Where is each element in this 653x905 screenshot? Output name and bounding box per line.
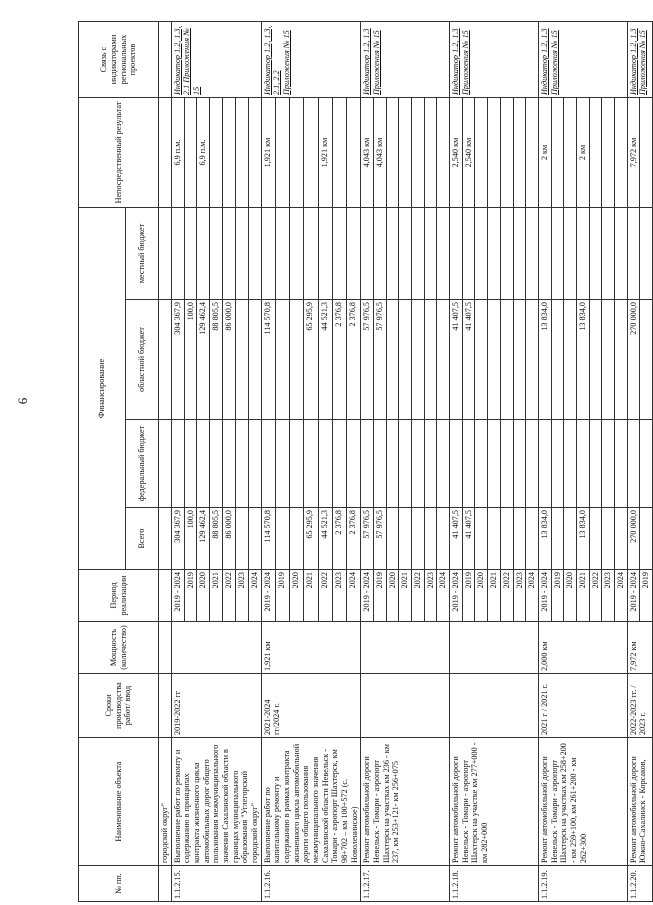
- regional-cell: 270 000,0: [627, 300, 640, 420]
- period-cell: 2019: [640, 570, 653, 622]
- header-terms: Сроки производства работ/ ввод: [79, 674, 159, 738]
- local-cell: [210, 208, 223, 300]
- total-cell: 114 570,8: [261, 508, 275, 570]
- page-number: 6: [15, 397, 30, 405]
- section-capacity: [171, 622, 261, 674]
- result-cell: [437, 98, 450, 208]
- regional-cell: [526, 300, 539, 420]
- federal-cell: [602, 420, 615, 508]
- local-cell: [347, 208, 361, 300]
- empty-cell: [159, 508, 172, 570]
- period-cell: 2020: [564, 570, 577, 622]
- result-cell: 1,921 км: [318, 98, 332, 208]
- regional-cell: [424, 300, 437, 420]
- result-cell: 4,043 км: [374, 98, 387, 208]
- header-direct-result: Непосредственный результат: [79, 98, 159, 208]
- local-cell: [437, 208, 450, 300]
- result-cell: 6,9 п.м.: [171, 98, 184, 208]
- period-cell: 2022: [500, 570, 513, 622]
- federal-cell: [589, 420, 602, 508]
- regional-cell: [275, 300, 289, 420]
- period-cell: 2019 - 2024: [450, 570, 463, 622]
- period-cell: 2020: [197, 570, 210, 622]
- period-cell: 2024: [614, 570, 627, 622]
- header-financing: Финансирование: [79, 208, 126, 570]
- federal-cell: [361, 420, 374, 508]
- header-link: Связь с индикаторами региональных проектов: [79, 22, 159, 98]
- result-cell: [500, 98, 513, 208]
- period-cell: 2021: [399, 570, 412, 622]
- regional-cell: [614, 300, 627, 420]
- table-row: [261, 22, 275, 902]
- table-row: [450, 22, 463, 902]
- section-num: 1.1.2.15.: [171, 866, 261, 902]
- result-cell: [386, 98, 399, 208]
- local-cell: [290, 208, 304, 300]
- section-capacity: [450, 622, 539, 674]
- total-cell: [475, 508, 488, 570]
- period-cell: 2024: [437, 570, 450, 622]
- total-cell: [589, 508, 602, 570]
- total-cell: [248, 508, 261, 570]
- total-cell: [602, 508, 615, 570]
- result-cell: [551, 98, 564, 208]
- local-cell: [526, 208, 539, 300]
- total-cell: [614, 508, 627, 570]
- local-cell: [318, 208, 332, 300]
- local-cell: [424, 208, 437, 300]
- federal-cell: [564, 420, 577, 508]
- regional-cell: [513, 300, 526, 420]
- regional-cell: 41 407,5: [462, 300, 475, 420]
- result-cell: [210, 98, 223, 208]
- regional-cell: [602, 300, 615, 420]
- total-cell: 13 834,0: [538, 508, 551, 570]
- period-cell: 2024: [248, 570, 261, 622]
- period-cell: 2022: [318, 570, 332, 622]
- header-total: Всего: [126, 508, 159, 570]
- period-cell: 2020: [290, 570, 304, 622]
- header-regional: областной бюджет: [126, 300, 159, 420]
- local-cell: [248, 208, 261, 300]
- section-terms: 2021-2024 гг/2024 г.: [261, 674, 361, 738]
- local-cell: [462, 208, 475, 300]
- regional-cell: [290, 300, 304, 420]
- total-cell: [564, 508, 577, 570]
- section-num: 1.1.2.16.: [261, 866, 361, 902]
- period-cell: 2022: [412, 570, 425, 622]
- section-capacity: 7,972 км: [627, 622, 652, 674]
- period-cell: 2023: [513, 570, 526, 622]
- empty-cell: [159, 674, 172, 738]
- result-cell: [184, 98, 197, 208]
- period-cell: 2022: [223, 570, 236, 622]
- section-name: Ремонт автомобильной дороги Невельск - Томари - аэропорт Шахтерск на участке км 277+000 - км 282+000: [450, 738, 539, 866]
- empty-cell: [159, 22, 172, 98]
- period-cell: 2024: [526, 570, 539, 622]
- section-name: Ремонт автомобильной дороги Невельск - Томари - аэропорт Шахтерск на участках км 236 - км 237, км 253+121- км 256+075: [361, 738, 450, 866]
- period-cell: 2019 - 2024: [261, 570, 275, 622]
- local-cell: [589, 208, 602, 300]
- federal-cell: [424, 420, 437, 508]
- section-num: [159, 866, 172, 902]
- table-row: [171, 22, 184, 902]
- regional-cell: 2 376,8: [347, 300, 361, 420]
- total-cell: 65 295,9: [304, 508, 318, 570]
- regional-cell: [640, 300, 653, 420]
- table-row: [538, 22, 551, 902]
- section-name: Ремонт автомобильной дороги Южно-Сахалинск - Корсаков,: [627, 738, 652, 866]
- federal-cell: [526, 420, 539, 508]
- local-cell: [412, 208, 425, 300]
- section-name: Выполнение работ по капитальному ремонту и содержанию в рамках контракта жизненного цикла автомобильной дороги общего пользования межмуниципального значения Сахалинской области Невельск - Томари - аэропорт Шахтерск, км 98+702 – км 100+572 (с. Новоленинское): [261, 738, 361, 866]
- local-cell: [399, 208, 412, 300]
- regional-cell: 57 976,5: [374, 300, 387, 420]
- total-cell: [526, 508, 539, 570]
- total-cell: 44 521,3: [318, 508, 332, 570]
- period-cell: 2019 - 2024: [627, 570, 640, 622]
- section-link: Индикатор 1.2, 1.3 Приложения № 15: [450, 22, 539, 98]
- regional-cell: [386, 300, 399, 420]
- period-cell: 2019: [184, 570, 197, 622]
- regional-cell: [564, 300, 577, 420]
- federal-cell: [275, 420, 289, 508]
- period-cell: 2021: [304, 570, 318, 622]
- result-cell: [223, 98, 236, 208]
- section-num: 1.1.2.17.: [361, 866, 450, 902]
- total-cell: 129 462,4: [197, 508, 210, 570]
- table-body: [159, 22, 653, 902]
- local-cell: [171, 208, 184, 300]
- local-cell: [304, 208, 318, 300]
- total-cell: 100,0: [184, 508, 197, 570]
- federal-cell: [450, 420, 463, 508]
- federal-cell: [437, 420, 450, 508]
- section-name: Ремонт автомобильной дороги Невельск - Томари - аэропорт Шахтерск на участках км 258+200 - км 259+100, км 261+200 - км 262+300: [538, 738, 627, 866]
- total-cell: [424, 508, 437, 570]
- table-row: [627, 22, 640, 902]
- section-terms: [361, 674, 450, 738]
- result-cell: [640, 98, 653, 208]
- federal-cell: [500, 420, 513, 508]
- table-row: [159, 22, 172, 902]
- regional-cell: 44 521,3: [318, 300, 332, 420]
- section-capacity: 2,000 км: [538, 622, 627, 674]
- regional-cell: 13 834,0: [538, 300, 551, 420]
- period-cell: 2019 - 2024: [171, 570, 184, 622]
- result-cell: [564, 98, 577, 208]
- regional-cell: 114 570,8: [261, 300, 275, 420]
- result-cell: [332, 98, 346, 208]
- total-cell: [500, 508, 513, 570]
- result-cell: [513, 98, 526, 208]
- result-cell: [290, 98, 304, 208]
- section-terms: [450, 674, 539, 738]
- regional-cell: 57 976,5: [361, 300, 374, 420]
- federal-cell: [374, 420, 387, 508]
- period-cell: 2019: [551, 570, 564, 622]
- result-cell: [399, 98, 412, 208]
- regional-cell: [589, 300, 602, 420]
- section-link: Индикатор 1.2, 1.3 Приложения № 15: [361, 22, 450, 98]
- period-cell: 2021: [488, 570, 501, 622]
- result-cell: 2 км: [538, 98, 551, 208]
- local-cell: [513, 208, 526, 300]
- local-cell: [538, 208, 551, 300]
- result-cell: 4,043 км: [361, 98, 374, 208]
- section-link: Индикатор 1.2, 1.3, 2.1, 2.2 Приложения № 15: [261, 22, 361, 98]
- period-cell: 2019: [374, 570, 387, 622]
- header-capacity: Мощность (количество): [79, 622, 159, 674]
- result-cell: [304, 98, 318, 208]
- regional-cell: 88 805,5: [210, 300, 223, 420]
- regional-cell: 2 376,8: [332, 300, 346, 420]
- financing-table: [78, 21, 653, 902]
- period-cell: 2023: [424, 570, 437, 622]
- period-cell: 2023: [602, 570, 615, 622]
- local-cell: [261, 208, 275, 300]
- period-cell: 2019: [462, 570, 475, 622]
- period-cell: 2019 - 2024: [538, 570, 551, 622]
- result-cell: [602, 98, 615, 208]
- federal-cell: [412, 420, 425, 508]
- total-cell: 88 805,5: [210, 508, 223, 570]
- federal-cell: [184, 420, 197, 508]
- result-cell: [412, 98, 425, 208]
- federal-cell: [513, 420, 526, 508]
- local-cell: [374, 208, 387, 300]
- header-federal: федеральный бюджет: [126, 420, 159, 508]
- result-cell: [248, 98, 261, 208]
- total-cell: [412, 508, 425, 570]
- local-cell: [386, 208, 399, 300]
- federal-cell: [235, 420, 248, 508]
- local-cell: [475, 208, 488, 300]
- result-cell: [347, 98, 361, 208]
- total-cell: 270 000,0: [627, 508, 640, 570]
- total-cell: [235, 508, 248, 570]
- federal-cell: [171, 420, 184, 508]
- federal-cell: [576, 420, 589, 508]
- section-link: Индикатор 1.2, 1.3, 2.1 Приложения № 15: [171, 22, 261, 98]
- federal-cell: [614, 420, 627, 508]
- section-name: Выполнение работ по ремонту и содержанию в принципах контракта жизненного цикла автомобильных дорог общего пользования межмуниципального значения Сахалинской области в границах муниципального образования "Углегорский городской округ": [171, 738, 261, 866]
- result-cell: 2,540 км: [450, 98, 463, 208]
- regional-cell: [235, 300, 248, 420]
- regional-cell: 86 000,0: [223, 300, 236, 420]
- federal-cell: [640, 420, 653, 508]
- local-cell: [275, 208, 289, 300]
- local-cell: [627, 208, 640, 300]
- federal-cell: [551, 420, 564, 508]
- total-cell: 2 376,8: [347, 508, 361, 570]
- result-cell: [275, 98, 289, 208]
- section-terms: 2019-2022 гг: [171, 674, 261, 738]
- period-cell: 2022: [589, 570, 602, 622]
- result-cell: [235, 98, 248, 208]
- local-cell: [184, 208, 197, 300]
- total-cell: 41 407,5: [462, 508, 475, 570]
- result-cell: [488, 98, 501, 208]
- period-cell: 2019 - 2024: [361, 570, 374, 622]
- regional-cell: 65 295,9: [304, 300, 318, 420]
- result-cell: 1,921 км: [261, 98, 275, 208]
- local-cell: [614, 208, 627, 300]
- federal-cell: [332, 420, 346, 508]
- local-cell: [602, 208, 615, 300]
- header-local: местный бюджет: [126, 208, 159, 300]
- federal-cell: [304, 420, 318, 508]
- local-cell: [564, 208, 577, 300]
- local-cell: [235, 208, 248, 300]
- regional-cell: [475, 300, 488, 420]
- local-cell: [332, 208, 346, 300]
- empty-cell: [159, 420, 172, 508]
- total-cell: 13 834,0: [576, 508, 589, 570]
- federal-cell: [248, 420, 261, 508]
- regional-cell: [412, 300, 425, 420]
- total-cell: [640, 508, 653, 570]
- regional-cell: 304 367,9: [171, 300, 184, 420]
- period-cell: 2020: [386, 570, 399, 622]
- local-cell: [361, 208, 374, 300]
- local-cell: [576, 208, 589, 300]
- section-num: 1.1.2.18.: [450, 866, 539, 902]
- regional-cell: [248, 300, 261, 420]
- local-cell: [197, 208, 210, 300]
- federal-cell: [290, 420, 304, 508]
- period-cell: 2021: [576, 570, 589, 622]
- header-name: Наименование объекта: [79, 738, 159, 866]
- federal-cell: [462, 420, 475, 508]
- period-cell: 2020: [475, 570, 488, 622]
- local-cell: [500, 208, 513, 300]
- federal-cell: [488, 420, 501, 508]
- section-link: Индикатор 1.2, 1.3 Приложения № 15: [627, 22, 652, 98]
- federal-cell: [399, 420, 412, 508]
- period-cell: 2019: [275, 570, 289, 622]
- local-cell: [223, 208, 236, 300]
- local-cell: [450, 208, 463, 300]
- total-cell: 57 976,5: [374, 508, 387, 570]
- local-cell: [488, 208, 501, 300]
- header-period: Период реализации: [79, 570, 159, 622]
- total-cell: [437, 508, 450, 570]
- section-capacity: 1,921 км: [261, 622, 361, 674]
- total-cell: [551, 508, 564, 570]
- federal-cell: [475, 420, 488, 508]
- federal-cell: [538, 420, 551, 508]
- section-num: 1.1.2.19.: [538, 866, 627, 902]
- result-cell: 7,972 км: [627, 98, 640, 208]
- empty-cell: [159, 570, 172, 622]
- section-terms: 2021 г / 2021 г.: [538, 674, 627, 738]
- table-row: [361, 22, 374, 902]
- table-header: [79, 22, 159, 902]
- federal-cell: [347, 420, 361, 508]
- result-cell: 2,540 км: [462, 98, 475, 208]
- section-name: городской округ": [159, 738, 172, 866]
- rotated-table-wrapper: [78, 22, 651, 902]
- section-terms: 2022-2023 гг. / 2023 г.: [627, 674, 652, 738]
- federal-cell: [197, 420, 210, 508]
- result-cell: [475, 98, 488, 208]
- regional-cell: [399, 300, 412, 420]
- total-cell: [399, 508, 412, 570]
- local-cell: [640, 208, 653, 300]
- total-cell: [513, 508, 526, 570]
- federal-cell: [210, 420, 223, 508]
- empty-cell: [159, 98, 172, 208]
- total-cell: 57 976,5: [361, 508, 374, 570]
- local-cell: [551, 208, 564, 300]
- regional-cell: 41 407,5: [450, 300, 463, 420]
- rotated-table-frame: [78, 22, 651, 902]
- regional-cell: [500, 300, 513, 420]
- empty-cell: [159, 208, 172, 300]
- total-cell: 304 367,9: [171, 508, 184, 570]
- section-num: 1.1.2.20.: [627, 866, 652, 902]
- regional-cell: [437, 300, 450, 420]
- federal-cell: [318, 420, 332, 508]
- result-cell: 6,9 п.м.: [197, 98, 210, 208]
- regional-cell: 13 834,0: [576, 300, 589, 420]
- result-cell: [424, 98, 437, 208]
- period-cell: 2024: [347, 570, 361, 622]
- section-capacity: [361, 622, 450, 674]
- result-cell: [614, 98, 627, 208]
- header-num: № пп.: [79, 866, 159, 902]
- result-cell: 2 км: [576, 98, 589, 208]
- empty-cell: [159, 300, 172, 420]
- federal-cell: [261, 420, 275, 508]
- total-cell: [275, 508, 289, 570]
- period-cell: 2023: [235, 570, 248, 622]
- regional-cell: [488, 300, 501, 420]
- section-link: Индикатор 1.2, 1.3 Приложения № 15: [538, 22, 627, 98]
- empty-cell: [159, 622, 172, 674]
- regional-cell: 129 462,4: [197, 300, 210, 420]
- result-cell: [526, 98, 539, 208]
- total-cell: 86 000,0: [223, 508, 236, 570]
- total-cell: [386, 508, 399, 570]
- federal-cell: [627, 420, 640, 508]
- total-cell: 2 376,8: [332, 508, 346, 570]
- result-cell: [589, 98, 602, 208]
- regional-cell: [551, 300, 564, 420]
- total-cell: 41 407,5: [450, 508, 463, 570]
- total-cell: [290, 508, 304, 570]
- regional-cell: 100,0: [184, 300, 197, 420]
- period-cell: 2021: [210, 570, 223, 622]
- federal-cell: [386, 420, 399, 508]
- federal-cell: [223, 420, 236, 508]
- total-cell: [488, 508, 501, 570]
- period-cell: 2023: [332, 570, 346, 622]
